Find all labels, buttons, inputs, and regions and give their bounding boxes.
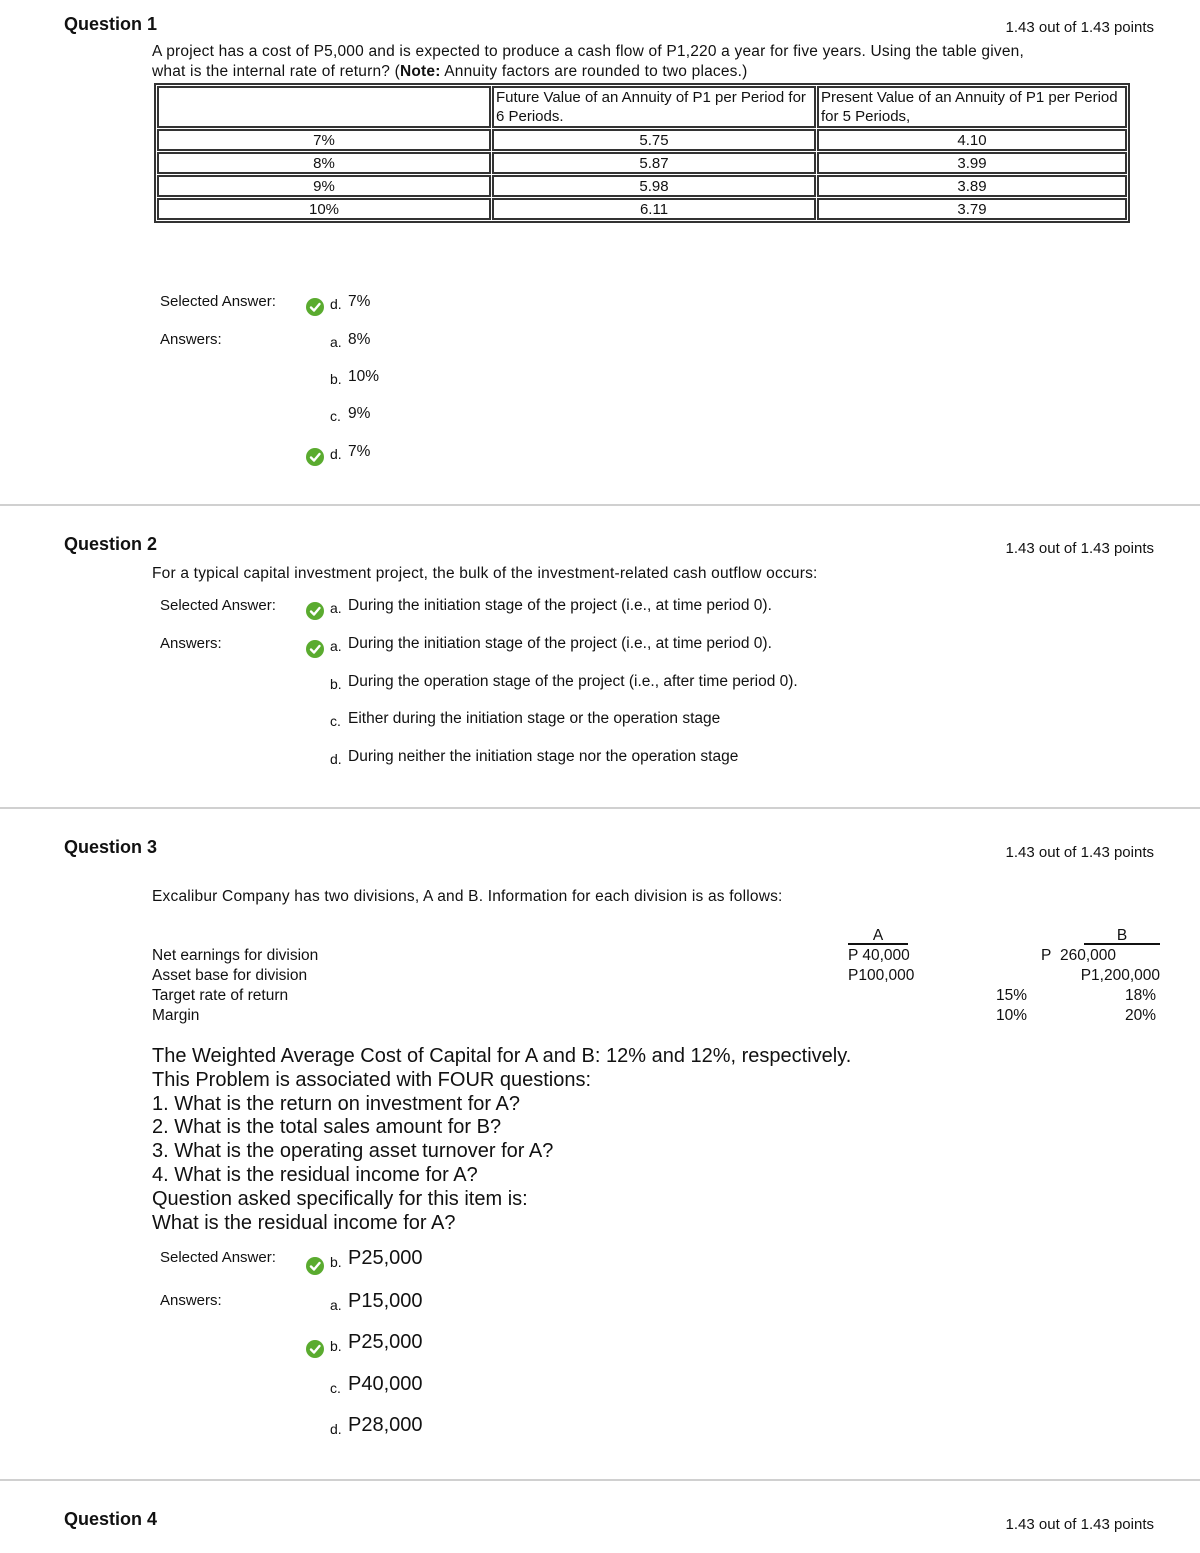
answer-text: 10% [348, 368, 380, 385]
answer-option-c [330, 710, 720, 729]
row-label-net-earnings: Net earnings for division [152, 947, 319, 964]
question-3-line: 2. What is the total sales amount for B? [152, 1116, 502, 1138]
division-a-net-earnings: P 40,000 [848, 947, 910, 964]
answer-option-a [330, 331, 370, 350]
answer-letter: a. [330, 638, 342, 654]
division-a-asset-base: P100,000 [848, 967, 915, 984]
table-cell: 5.75 [492, 129, 816, 151]
answer-letter: d. [330, 296, 342, 312]
table-cell: 3.89 [817, 175, 1127, 197]
table-cell: 8% [157, 152, 491, 174]
question-3-intro: Excalibur Company has two divisions, A and B. Information for each division is as follows: [152, 888, 783, 905]
division-b-target-rate: 18% [1124, 987, 1156, 1004]
division-a-margin: 10% [996, 1007, 1028, 1024]
table-row [157, 175, 1127, 197]
question-4-title: Question 4 [64, 1509, 158, 1529]
table-cell: 3.99 [817, 152, 1127, 174]
answer-letter: d. [330, 1421, 342, 1437]
answer-letter: a. [330, 334, 342, 350]
annuity-table [154, 83, 1130, 223]
answer-option-a [330, 1290, 423, 1313]
row-label-margin: Margin [152, 1007, 200, 1024]
check-circle-icon [306, 602, 324, 620]
question-divider [0, 1479, 1200, 1481]
answer-option-a [330, 635, 772, 654]
answers-label: Answers: [160, 1292, 222, 1309]
check-circle-icon [306, 1257, 324, 1275]
answer-letter: c. [330, 408, 341, 424]
answer-text: During the initiation stage of the project (i.e., at time period 0). [348, 597, 772, 614]
question-3-line: This Problem is associated with FOUR questions: [152, 1069, 592, 1091]
selected-answer [330, 293, 370, 312]
question-3-line: 4. What is the residual income for A? [152, 1164, 478, 1186]
question-1-note-label: Note: [399, 63, 441, 80]
annuity-header-pv: Present Value of an Annuity of P1 per Period for 5 Periods, [817, 86, 1127, 128]
answer-text: P15,000 [348, 1290, 423, 1312]
answer-text: 9% [348, 405, 371, 422]
question-1-text-line2 [152, 63, 748, 81]
table-cell: 5.98 [492, 175, 816, 197]
table-cell: 5.87 [492, 152, 816, 174]
answer-option-b [330, 1331, 423, 1354]
table-cell: 3.79 [817, 198, 1127, 220]
answer-letter: b. [330, 371, 342, 387]
check-circle-icon [306, 1340, 324, 1358]
answer-letter: c. [330, 1380, 341, 1396]
selected-answer-label: Selected Answer: [160, 293, 276, 310]
answer-letter: b. [330, 1338, 342, 1354]
question-1-text-line1: A project has a cost of P5,000 and is expected to produce a cash flow of P1,220 a year for five years. Using the table given, [152, 43, 1024, 60]
answer-text: P40,000 [348, 1373, 423, 1395]
table-row [157, 129, 1127, 151]
question-4-points: 1.43 out of 1.43 points [1005, 1516, 1154, 1533]
table-row [157, 152, 1127, 174]
annuity-header-fv: Future Value of an Annuity of P1 per Period for 6 Periods. [492, 86, 816, 128]
table-cell: 10% [157, 198, 491, 220]
answer-text: During neither the initiation stage nor the operation stage [348, 748, 739, 765]
answer-text: P25,000 [348, 1247, 423, 1269]
question-3-line: The Weighted Average Cost of Capital for A and B: 12% and 12%, respectively. [152, 1045, 852, 1067]
answer-text: P25,000 [348, 1331, 423, 1353]
answer-option-b [330, 673, 798, 692]
answer-option-d [330, 748, 738, 767]
question-2-title: Question 2 [64, 534, 158, 554]
table-cell: 9% [157, 175, 491, 197]
table-cell: 6.11 [492, 198, 816, 220]
question-1-text-post: Annuity factors are rounded to two places.) [440, 63, 748, 80]
selected-answer-label: Selected Answer: [160, 597, 276, 614]
answer-letter: d. [330, 751, 342, 767]
question-1-title: Question 1 [64, 14, 158, 34]
answer-option-b [330, 368, 379, 387]
question-3-points: 1.43 out of 1.43 points [1005, 844, 1154, 861]
table-cell: 7% [157, 129, 491, 151]
answer-letter: b. [330, 676, 342, 692]
division-a-target-rate: 15% [996, 987, 1028, 1004]
answer-text: P28,000 [348, 1414, 423, 1436]
question-1-points: 1.43 out of 1.43 points [1005, 19, 1154, 36]
question-3-line: 1. What is the return on investment for A? [152, 1093, 520, 1115]
answer-letter: a. [330, 600, 342, 616]
answer-text: Either during the initiation stage or the operation stage [348, 710, 721, 727]
answer-letter: a. [330, 1297, 342, 1313]
answer-option-d [330, 1414, 423, 1437]
division-b-currency: P [1041, 947, 1052, 964]
division-b-header: B [1084, 928, 1160, 945]
question-2-text: For a typical capital investment project, the bulk of the investment-related cash outflow occurs: [152, 565, 818, 582]
answer-text: During the initiation stage of the project (i.e., at time period 0). [348, 635, 772, 652]
answer-letter: b. [330, 1254, 342, 1270]
table-row [157, 198, 1127, 220]
question-3-title: Question 3 [64, 837, 158, 857]
question-3-line: Question asked specifically for this item is: [152, 1188, 528, 1210]
check-circle-icon [306, 298, 324, 316]
annuity-header-rate [157, 86, 491, 128]
annuity-table-header [157, 86, 1127, 128]
division-b-margin: 20% [1124, 1007, 1156, 1024]
answer-text: 7% [348, 293, 371, 310]
check-circle-icon [306, 640, 324, 658]
question-3-line: What is the residual income for A? [152, 1212, 456, 1234]
selected-answer [330, 597, 772, 616]
answer-letter: d. [330, 446, 342, 462]
row-label-target-rate: Target rate of return [152, 987, 289, 1004]
question-divider [0, 807, 1200, 809]
answer-text: 8% [348, 331, 371, 348]
answer-option-c [330, 1373, 423, 1396]
division-b-asset-base: P1,200,000 [1080, 967, 1160, 984]
division-a-header: A [848, 928, 908, 945]
division-b-net-earnings: 260,000 [1060, 947, 1117, 964]
answers-label: Answers: [160, 635, 222, 652]
answer-text: 7% [348, 443, 371, 460]
answer-text: During the operation stage of the project (i.e., after time period 0). [348, 673, 798, 690]
answer-option-d [330, 443, 370, 462]
question-divider [0, 504, 1200, 506]
selected-answer [330, 1247, 423, 1270]
question-2-points: 1.43 out of 1.43 points [1005, 540, 1154, 557]
check-circle-icon [306, 448, 324, 466]
table-cell: 4.10 [817, 129, 1127, 151]
answer-letter: c. [330, 713, 341, 729]
question-3-line: 3. What is the operating asset turnover for A? [152, 1140, 554, 1162]
answer-option-c [330, 405, 370, 424]
question-1-text-pre: what is the internal rate of return? ( [152, 63, 400, 80]
row-label-asset-base: Asset base for division [152, 967, 308, 984]
answers-label: Answers: [160, 331, 222, 348]
selected-answer-label: Selected Answer: [160, 1249, 276, 1266]
